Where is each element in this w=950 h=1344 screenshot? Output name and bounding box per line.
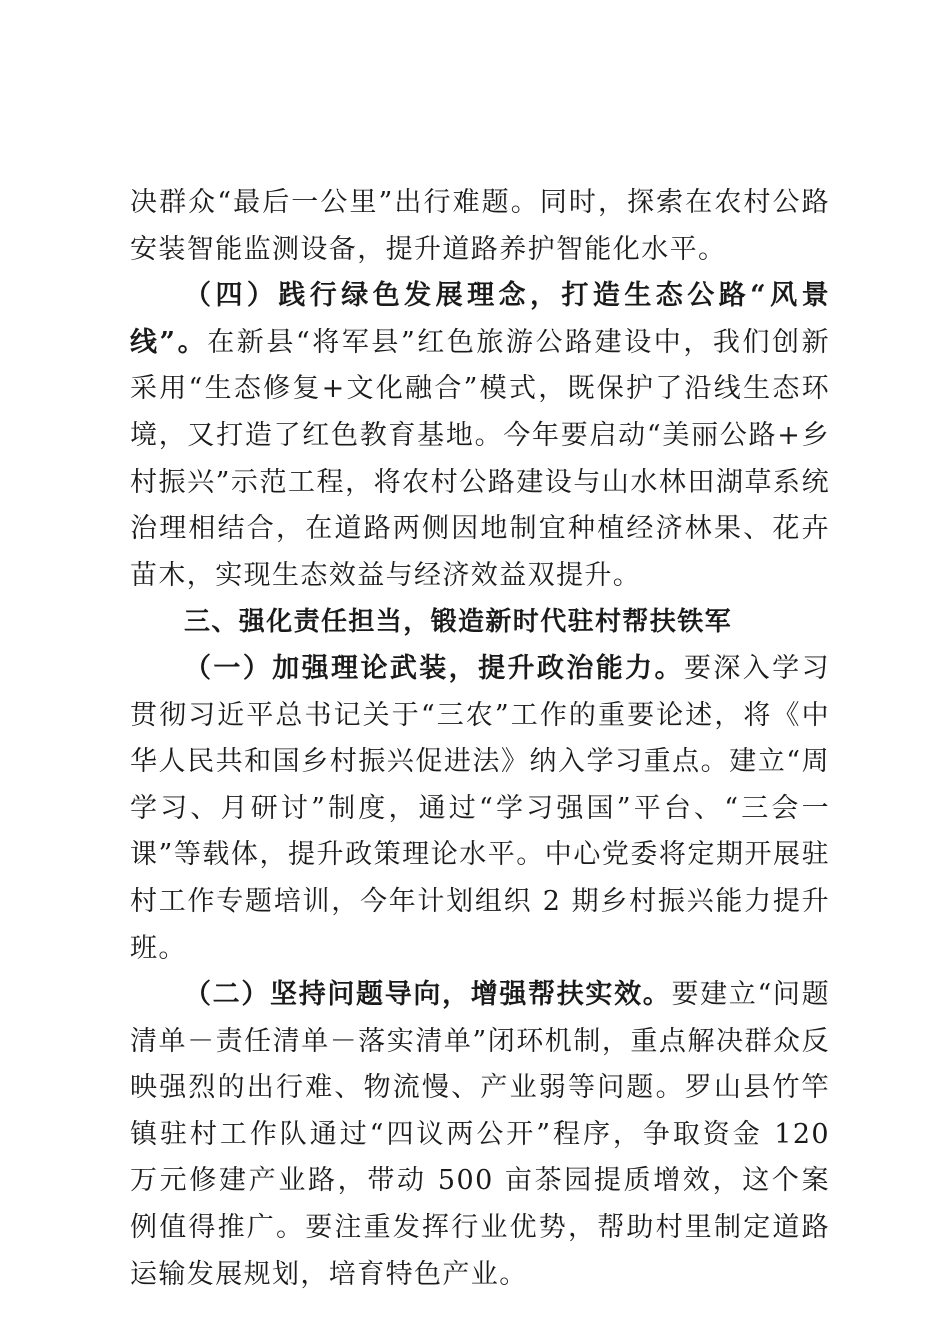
- paragraph-continuation: 决群众“最后一公里”出行难题。同时，探索在农村公路安装智能监测设备，提升道路养护智能化水平。: [130, 187, 830, 265]
- section-4-body: 在新县“将军县”红色旅游公路建设中，我们创新采用“生态修复+文化融合”模式，既保护了沿线生态环境，又打造了红色教育基地。今年要启动“美丽公路+乡村振兴”示范工程，将农村公路建设与山水林田湖草系统治理相结合，在道路两侧因地制宜种植经济林果、花卉苗木，实现生态效益与经济效益双提升。: [130, 326, 831, 591]
- paragraph-subsection-2: [130, 972, 830, 1298]
- paragraph-subsection-1: [130, 646, 830, 972]
- subsection-2-body: 要建立“问题清单－责任清单－落实清单”闭环机制，重点解决群众反映强烈的出行难、物流慢、产业弱等问题。罗山县竹竿镇驻村工作队通过“四议两公开”程序，争取资金 120 万元修建产业路，带动 500 亩茶园提质增效，这个案例值得推广。要注重发挥行业优势，帮助村里制定道路运输发展规划，培育特色产业。: [130, 979, 831, 1290]
- subsection-1-body: 要深入学习贯彻习近平总书记关于“三农”工作的重要论述，将《中华人民共和国乡村振兴促进法》纳入学习重点。建立“周学习、月研讨”制度，通过“学习强国”平台、“三会一课”等载体，提升政策理论水平。中心党委将定期开展驻村工作专题培训，今年计划组织 2 期乡村振兴能力提升班。: [130, 652, 830, 964]
- section-4-lead: （四）践行绿色发展理念，打造生态公路“风景线”。: [130, 280, 830, 358]
- heading-part-3: 三、强化责任担当，锻造新时代驻村帮扶铁军: [184, 607, 733, 638]
- document-body: [130, 180, 830, 1298]
- subsection-2-lead: （二）坚持问题导向，增强帮扶实效。: [184, 979, 672, 1011]
- subsection-1-lead: （一）加强理论武装，提升政治能力。: [184, 652, 684, 684]
- paragraph-section-4: [130, 273, 830, 599]
